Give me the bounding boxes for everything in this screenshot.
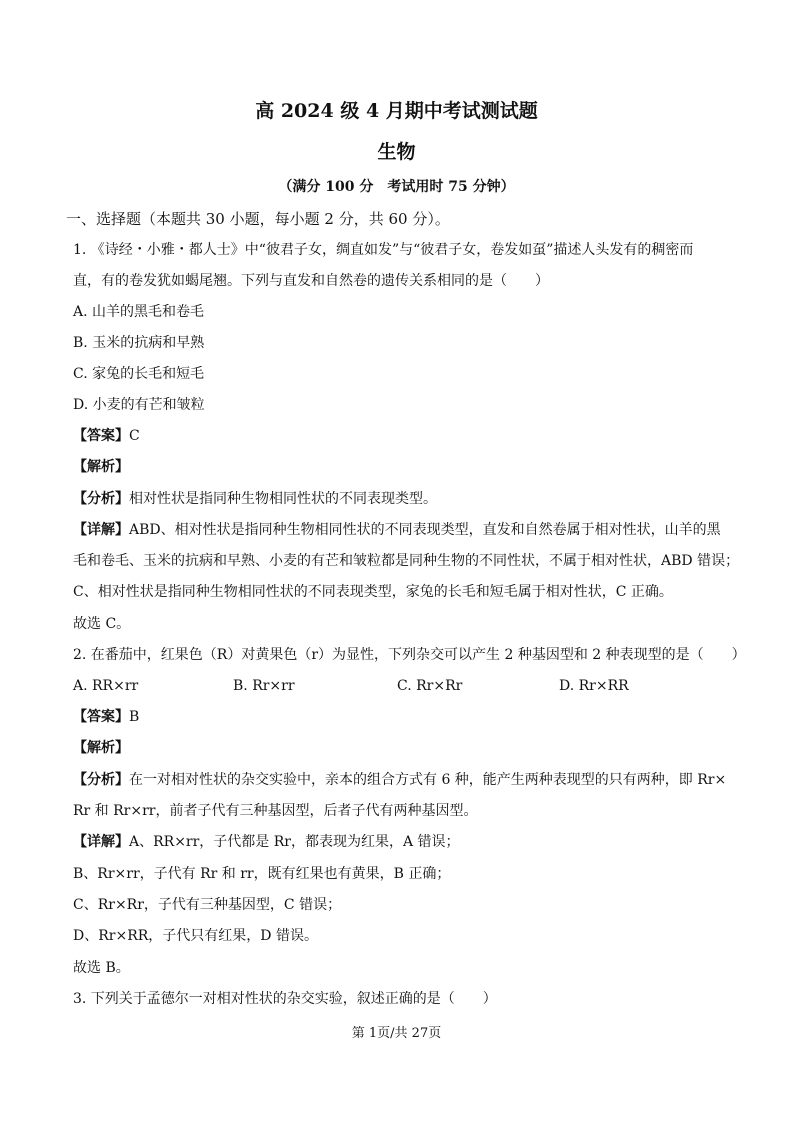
exam-info: （满分 100 分 考试用时 75 分钟） <box>278 179 515 195</box>
q1-option-a: A. 山羊的黑毛和卷毛 <box>73 304 205 320</box>
q2-xiangjie-line1 <box>73 832 733 852</box>
q1-xiangjie-line2: 毛和卷毛、玉米的抗病和早熟、小麦的有芒和皱粒都是同种生物的不同性状，不属于相对性状，ABD 错误； <box>73 553 740 569</box>
fenxi-text: 在一对相对性状的杂交实验中，亲本的组合方式有 6 种，能产生两种表现型的只有两种，即 Rr× <box>129 772 727 788</box>
q3-stem: 3. 下列关于孟德尔一对相对性状的杂交实验，叙述正确的是（ ） <box>73 991 497 1007</box>
answer-value: B <box>129 709 140 725</box>
page-footer: 第 1页/共 27页 <box>351 1026 442 1041</box>
q1-answer <box>73 426 733 446</box>
q2-option-d: D. Rr×RR <box>559 678 629 694</box>
q1-analysis-tag <box>73 457 733 477</box>
q1-xiangjie-line3: C、相对性状是指同种生物相同性状的不同表现类型，家兔的长毛和短毛属于相对性状，C 正确。 <box>73 584 673 600</box>
subject-title: 生物 <box>377 141 416 163</box>
q1-xiangjie-line1 <box>73 520 733 540</box>
q2-fenxi-line1 <box>73 770 733 790</box>
q2-option-a: A. RR×rr <box>73 678 139 694</box>
q1-option-b: B. 玉米的抗病和早熟 <box>73 335 205 351</box>
q2-analysis-tag <box>73 738 733 758</box>
q2-xiangjie-line4: D、Rr×RR，子代只有红果，D 错误。 <box>73 928 318 944</box>
q2-option-c: C. Rr×Rr <box>397 678 463 694</box>
answer-tag: 【答案】 <box>73 709 129 725</box>
exam-title: 高 2024 级 4 月期中考试测试题 <box>255 100 538 122</box>
q1-stem-line2: 直，有的卷发犹如蝎尾翘。下列与直发和自然卷的遗传关系相同的是（ ） <box>73 273 549 289</box>
q2-xiangjie-line2: B、Rr×rr，子代有 Rr 和 rr，既有红果也有黄果，B 正确； <box>73 866 451 882</box>
section-heading: 一、选择题（本题共 30 小题，每小题 2 分，共 60 分）。 <box>66 210 450 228</box>
fenxi-text: 相对性状是指同种生物相同性状的不同表现类型。 <box>129 491 437 507</box>
q2-fenxi-line2: Rr 和 Rr×rr，前者子代有三种基因型，后者子代有两种基因型。 <box>73 803 478 819</box>
q2-option-b: B. Rr×rr <box>233 678 295 694</box>
answer-tag: 【答案】 <box>73 428 129 444</box>
fenxi-tag: 【分析】 <box>73 491 129 507</box>
fenxi-tag: 【分析】 <box>73 772 129 788</box>
analysis-tag: 【解析】 <box>73 459 129 475</box>
xiangjie-text: ABD、相对性状是指同种生物相同性状的不同表现类型，直发和自然卷属于相对性状，山羊的黑 <box>129 522 721 538</box>
xiangjie-tag: 【详解】 <box>73 834 129 850</box>
q1-conclusion: 故选 C。 <box>73 616 131 632</box>
q1-stem-line1: 1. 《诗经・小雅・都人士》中“彼君子女，绸直如发”与“彼君子女，卷发如虿”描述人头发有的稠密而 <box>73 242 694 258</box>
q1-option-c: C. 家兔的长毛和短毛 <box>73 366 205 382</box>
xiangjie-tag: 【详解】 <box>73 522 129 538</box>
q2-xiangjie-line3: C、Rr×Rr，子代有三种基因型，C 错误； <box>73 897 342 913</box>
q2-conclusion: 故选 B。 <box>73 960 130 976</box>
q2-stem: 2. 在番茄中，红果色（R）对黄果色（r）为显性，下列杂交可以产生 2 种基因型和 2 种表现型的是（ ） <box>73 647 746 663</box>
q2-answer <box>73 707 733 727</box>
xiangjie-text: A、RR×rr，子代都是 Rr，都表现为红果，A 错误； <box>129 834 460 850</box>
analysis-tag: 【解析】 <box>73 740 129 756</box>
answer-value: C <box>129 428 140 444</box>
q1-fenxi <box>73 489 733 509</box>
q1-option-d: D. 小麦的有芒和皱粒 <box>73 397 205 413</box>
